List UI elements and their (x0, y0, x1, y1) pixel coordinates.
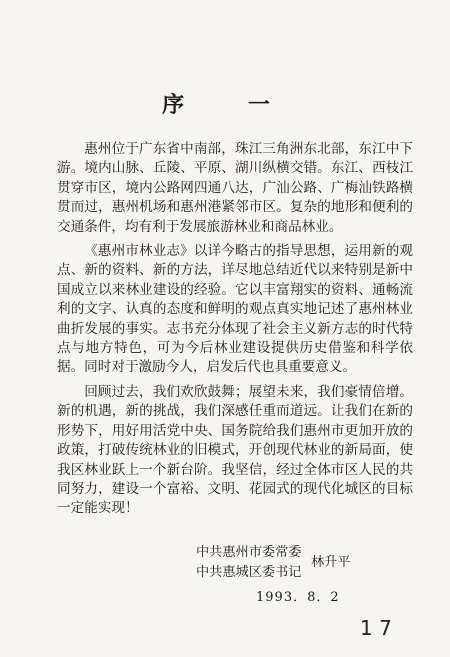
paragraph-1: 惠州位于广东省中南部，珠江三角洲东北部，东江中下游。境内山脉、丘陵、平原、湖川纵横交错。东江、西枝江贯穿市区，境内公路网四通八达，广汕公路、广梅汕铁路横贯而过，惠州机场和惠州港紧邻市区。复杂的地形和便利的交通条件，均有利于发展旅游林业和商品林业。 (57, 141, 413, 235)
signature-org-2: 中共惠城区委书记 (196, 565, 302, 580)
paragraph-3: 回顾过去，我们欢欣鼓舞；展望未来，我们豪情倍增。新的机遇，新的挑战，我们深感任重而道远。让我们在新的形势下，用好用活党中央、国务院给我们惠州市更加开放的政策，打破传统林业的旧模式，开创现代林业的新局面，使我区林业跃上一个新台阶。我坚信，经过全体市区人民的共同努力，建设一个富裕、文明、花园式的现代化城区的目标一定能实现！ (57, 383, 413, 517)
page-number: 1 7 (360, 616, 392, 640)
paragraph-2: 《惠州市林业志》以详今略古的指导思想，运用新的观点、新的资料、新的方法，详尽地总结近代以来特别是新中国成立以来林业建设的经验。它以丰富翔实的资料、通畅流利的文字、认真的态度和鲜明的观点真实地记述了惠州林业曲折发展的事实。志书充分体现了社会主义新方志的时代特点与地方特色，可为今后林业建设提供历史借鉴和科学依据。同时对于激励今人，启发后代也具重要意义。 (57, 243, 413, 376)
signature-name: 林升平 (311, 555, 351, 570)
preface-body (57, 140, 413, 524)
signature-org-1: 中共惠州市委常委 (196, 545, 302, 560)
signature-date: 1993．8．2 (256, 590, 340, 605)
page-title: 序 一 (162, 92, 298, 118)
